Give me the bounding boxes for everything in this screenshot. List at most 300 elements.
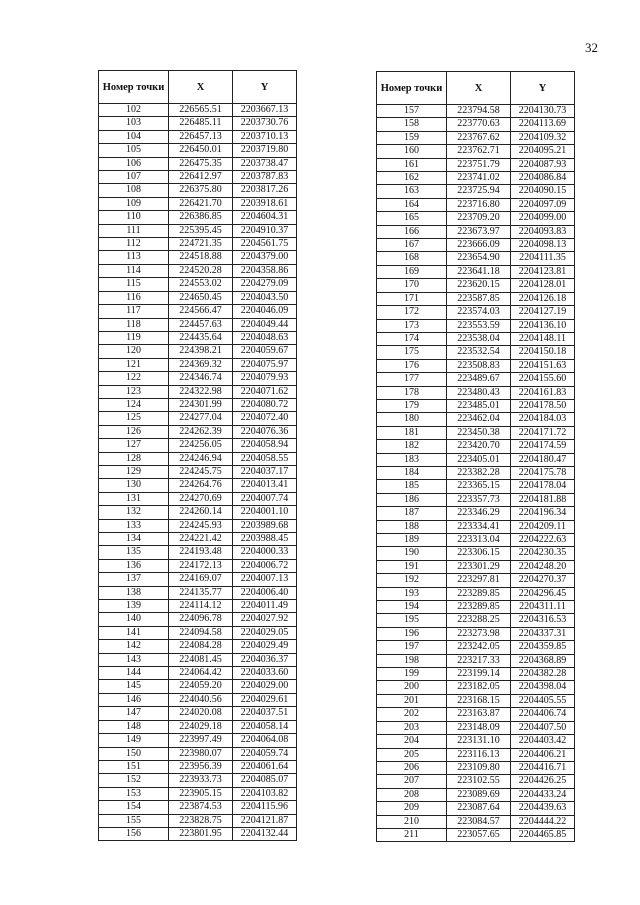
table-row [99,224,297,237]
point-number-cell: 180 [377,413,447,426]
table-row [99,117,297,130]
table-row [99,667,297,680]
table-row [99,144,297,157]
point-number-header: Номер точки [99,71,169,104]
x-coordinate-cell: 223641.18 [447,265,511,278]
point-number-cell: 190 [377,547,447,560]
point-number-cell: 116 [99,291,169,304]
y-coordinate-cell: 2204061.64 [233,760,297,773]
x-coordinate-cell: 223131.10 [447,735,511,748]
y-coordinate-cell: 2204403.42 [511,735,575,748]
table-row [377,507,575,520]
x-coordinate-cell: 223666.09 [447,239,511,252]
point-number-cell: 112 [99,238,169,251]
y-coordinate-cell: 2204029.61 [233,693,297,706]
x-coordinate-cell: 223242.05 [447,641,511,654]
point-number-cell: 133 [99,519,169,532]
table-row [99,211,297,224]
point-number-cell: 157 [377,105,447,118]
x-coordinate-cell: 224566.47 [169,305,233,318]
table-row [377,775,575,788]
x-coordinate-cell: 224270.69 [169,492,233,505]
point-number-cell: 187 [377,507,447,520]
table-row [99,465,297,478]
table-row [99,372,297,385]
point-number-cell: 122 [99,372,169,385]
y-coordinate-cell: 2204059.74 [233,747,297,760]
x-coordinate-cell: 224518.88 [169,251,233,264]
point-number-cell: 128 [99,452,169,465]
point-number-cell: 192 [377,574,447,587]
x-coordinate-cell: 223288.25 [447,614,511,627]
x-coordinate-cell: 224322.98 [169,385,233,398]
point-number-cell: 110 [99,211,169,224]
table-row [377,306,575,319]
table-row [99,559,297,572]
x-coordinate-cell: 223489.67 [447,373,511,386]
point-number-cell: 139 [99,600,169,613]
table-row [377,172,575,185]
point-number-cell: 197 [377,641,447,654]
x-coordinate-cell: 224020.08 [169,707,233,720]
point-number-cell: 148 [99,720,169,733]
table-row [377,574,575,587]
y-coordinate-cell: 2204007.13 [233,573,297,586]
x-coordinate-cell: 223874.53 [169,801,233,814]
y-coordinate-cell: 2204465.85 [511,828,575,841]
x-coordinate-cell: 223382.28 [447,466,511,479]
y-coordinate-cell: 2204359.85 [511,641,575,654]
y-coordinate-cell: 2204071.62 [233,385,297,398]
x-coordinate-cell: 223485.01 [447,399,511,412]
y-coordinate-cell: 2204279.09 [233,278,297,291]
point-number-cell: 203 [377,721,447,734]
y-coordinate-cell: 2204178.04 [511,480,575,493]
y-coordinate-cell: 2204013.41 [233,479,297,492]
table-row [377,708,575,721]
x-coordinate-cell: 223767.62 [447,131,511,144]
point-number-cell: 142 [99,640,169,653]
x-coordinate-cell: 224096.78 [169,613,233,626]
y-coordinate-cell: 2204097.09 [511,198,575,211]
x-coordinate-cell: 223420.70 [447,440,511,453]
y-coordinate-cell: 2204178.50 [511,399,575,412]
y-coordinate-cell: 2204136.10 [511,319,575,332]
x-coordinate-cell: 223620.15 [447,279,511,292]
x-coordinate-cell: 223346.29 [447,507,511,520]
x-coordinate-cell: 223217.33 [447,654,511,667]
x-coordinate-cell: 223933.73 [169,774,233,787]
table-row [377,668,575,681]
point-number-cell: 174 [377,332,447,345]
table-row [377,828,575,841]
point-number-cell: 170 [377,279,447,292]
x-coordinate-cell: 223709.20 [447,212,511,225]
x-coordinate-cell: 223289.85 [447,601,511,614]
x-header: X [447,72,511,105]
table-row [377,493,575,506]
y-coordinate-cell: 2204007.74 [233,492,297,505]
point-number-cell: 201 [377,694,447,707]
y-coordinate-cell: 2204151.63 [511,359,575,372]
y-coordinate-cell: 2204000.33 [233,546,297,559]
x-coordinate-cell: 223716.80 [447,198,511,211]
x-coordinate-cell: 223794.58 [447,105,511,118]
table-row [377,252,575,265]
y-coordinate-cell: 2204407.50 [511,721,575,734]
table-row [99,626,297,639]
point-number-cell: 198 [377,654,447,667]
table-row [377,105,575,118]
x-coordinate-cell: 223751.79 [447,158,511,171]
y-coordinate-cell: 2204604.31 [233,211,297,224]
y-coordinate-cell: 2204209.11 [511,520,575,533]
x-coordinate-cell: 226375.80 [169,184,233,197]
table-row [377,265,575,278]
x-coordinate-cell: 223365.15 [447,480,511,493]
point-number-cell: 178 [377,386,447,399]
y-coordinate-cell: 2204123.81 [511,265,575,278]
table-row [377,279,575,292]
table-row [377,319,575,332]
table-row [377,614,575,627]
x-coordinate-cell: 223480.43 [447,386,511,399]
y-coordinate-cell: 2204046.09 [233,305,297,318]
point-number-cell: 208 [377,788,447,801]
table-row [377,748,575,761]
table-row [99,345,297,358]
y-coordinate-cell: 2204072.40 [233,412,297,425]
table-row [99,720,297,733]
table-row [99,251,297,264]
point-number-cell: 119 [99,331,169,344]
point-number-cell: 147 [99,707,169,720]
y-coordinate-cell: 2204109.32 [511,131,575,144]
y-coordinate-cell: 2204184.03 [511,413,575,426]
y-coordinate-cell: 2204126.18 [511,292,575,305]
y-coordinate-cell: 2203730.76 [233,117,297,130]
y-coordinate-cell: 2204098.13 [511,239,575,252]
point-number-cell: 167 [377,239,447,252]
x-coordinate-cell: 223553.59 [447,319,511,332]
x-coordinate-cell: 224081.45 [169,653,233,666]
point-number-cell: 105 [99,144,169,157]
x-coordinate-cell: 224064.42 [169,667,233,680]
point-number-cell: 114 [99,264,169,277]
x-coordinate-cell: 223654.90 [447,252,511,265]
y-coordinate-cell: 2203710.13 [233,130,297,143]
table-row [377,815,575,828]
y-coordinate-cell: 2204059.67 [233,345,297,358]
y-coordinate-cell: 2204406.74 [511,708,575,721]
y-header: Y [233,71,297,104]
y-coordinate-cell: 2204090.15 [511,185,575,198]
table-row [377,627,575,640]
point-number-cell: 140 [99,613,169,626]
y-coordinate-cell: 2204103.82 [233,787,297,800]
point-number-cell: 115 [99,278,169,291]
header-row [377,72,575,105]
y-coordinate-cell: 2204058.55 [233,452,297,465]
point-number-cell: 124 [99,398,169,411]
y-coordinate-cell: 2203787.83 [233,171,297,184]
point-number-cell: 183 [377,453,447,466]
point-number-cell: 176 [377,359,447,372]
x-coordinate-cell: 223109.80 [447,761,511,774]
y-coordinate-cell: 2203988.45 [233,533,297,546]
x-coordinate-cell: 223182.05 [447,681,511,694]
x-coordinate-cell: 224169.07 [169,573,233,586]
table-row [377,212,575,225]
point-number-cell: 188 [377,520,447,533]
y-coordinate-cell: 2204171.72 [511,426,575,439]
point-number-cell: 123 [99,385,169,398]
x-coordinate-cell: 226450.01 [169,144,233,157]
x-coordinate-cell: 224221.42 [169,533,233,546]
x-coordinate-cell: 224172.13 [169,559,233,572]
point-number-cell: 175 [377,346,447,359]
point-number-cell: 154 [99,801,169,814]
table-row [377,239,575,252]
table-row [377,654,575,667]
x-coordinate-cell: 223828.75 [169,814,233,827]
x-coordinate-cell: 223168.15 [447,694,511,707]
point-number-cell: 104 [99,130,169,143]
x-coordinate-cell: 223102.55 [447,775,511,788]
y-coordinate-cell: 2204222.63 [511,534,575,547]
x-coordinate-cell: 224520.28 [169,264,233,277]
y-coordinate-cell: 2204048.63 [233,331,297,344]
table-row [377,788,575,801]
table-row [377,480,575,493]
point-number-cell: 150 [99,747,169,760]
y-coordinate-cell: 2204095.21 [511,145,575,158]
point-number-cell: 146 [99,693,169,706]
y-coordinate-cell: 2204406.21 [511,748,575,761]
table-row [377,386,575,399]
x-coordinate-cell: 223116.13 [447,748,511,761]
y-coordinate-cell: 2204037.51 [233,707,297,720]
y-coordinate-cell: 2204036.37 [233,653,297,666]
table-row [99,171,297,184]
x-coordinate-cell: 224369.32 [169,358,233,371]
table-row [99,586,297,599]
point-number-cell: 153 [99,787,169,800]
table-row [99,760,297,773]
table-row [99,305,297,318]
point-number-cell: 121 [99,358,169,371]
x-coordinate-cell: 223538.04 [447,332,511,345]
x-coordinate-cell: 223905.15 [169,787,233,800]
table-row [99,398,297,411]
x-coordinate-cell: 224094.58 [169,626,233,639]
y-coordinate-cell: 2204175.78 [511,466,575,479]
y-coordinate-cell: 2204080.72 [233,398,297,411]
point-number-cell: 127 [99,439,169,452]
y-coordinate-cell: 2204099.00 [511,212,575,225]
point-number-cell: 120 [99,345,169,358]
table-row [377,359,575,372]
table-row [99,680,297,693]
x-coordinate-cell: 224246.94 [169,452,233,465]
header-row [99,71,297,104]
point-number-cell: 185 [377,480,447,493]
x-coordinate-cell: 223801.95 [169,827,233,840]
point-number-cell: 117 [99,305,169,318]
table-row [99,479,297,492]
x-coordinate-cell: 223148.09 [447,721,511,734]
point-number-cell: 102 [99,104,169,117]
table-row [99,385,297,398]
y-coordinate-cell: 2204196.34 [511,507,575,520]
y-coordinate-cell: 2204121.87 [233,814,297,827]
point-number-cell: 211 [377,828,447,841]
x-header: X [169,71,233,104]
x-coordinate-cell: 223306.15 [447,547,511,560]
table-row [99,693,297,706]
x-coordinate-cell: 224457.63 [169,318,233,331]
point-number-cell: 132 [99,506,169,519]
y-coordinate-cell: 2204130.73 [511,105,575,118]
y-coordinate-cell: 2204132.44 [233,827,297,840]
y-coordinate-cell: 2203989.68 [233,519,297,532]
x-coordinate-cell: 224084.28 [169,640,233,653]
y-coordinate-cell: 2204270.37 [511,574,575,587]
table-row [377,681,575,694]
x-coordinate-cell: 223587.85 [447,292,511,305]
y-coordinate-cell: 2204379.00 [233,251,297,264]
y-coordinate-cell: 2204180.47 [511,453,575,466]
point-number-cell: 137 [99,573,169,586]
x-coordinate-cell: 226475.35 [169,157,233,170]
x-coordinate-cell: 224029.18 [169,720,233,733]
point-number-cell: 109 [99,197,169,210]
point-number-cell: 151 [99,760,169,773]
x-coordinate-cell: 223334.41 [447,520,511,533]
table-row [377,587,575,600]
y-coordinate-cell: 2204405.55 [511,694,575,707]
table-row [99,653,297,666]
point-number-cell: 181 [377,426,447,439]
y-coordinate-cell: 2204248.20 [511,560,575,573]
table-row [377,547,575,560]
table-row [99,814,297,827]
point-number-cell: 152 [99,774,169,787]
y-coordinate-cell: 2204127.19 [511,306,575,319]
table-row [99,506,297,519]
point-number-cell: 149 [99,734,169,747]
x-coordinate-cell: 224040.56 [169,693,233,706]
x-coordinate-cell: 223301.29 [447,560,511,573]
point-number-cell: 172 [377,306,447,319]
y-coordinate-cell: 2204029.49 [233,640,297,653]
y-coordinate-cell: 2204439.63 [511,802,575,815]
y-coordinate-cell: 2204433.24 [511,788,575,801]
table-row [377,694,575,707]
table-row [99,331,297,344]
table-row [377,761,575,774]
y-coordinate-cell: 2204148.11 [511,332,575,345]
point-number-cell: 129 [99,465,169,478]
x-coordinate-cell: 224553.02 [169,278,233,291]
point-number-cell: 107 [99,171,169,184]
x-coordinate-cell: 225395.45 [169,224,233,237]
table-row [99,130,297,143]
y-coordinate-cell: 2204086.84 [511,172,575,185]
table-row [99,600,297,613]
y-coordinate-cell: 2204161.83 [511,386,575,399]
table-row [377,185,575,198]
y-coordinate-cell: 2204230.35 [511,547,575,560]
point-number-cell: 196 [377,627,447,640]
y-coordinate-cell: 2204311.11 [511,601,575,614]
table-row [377,721,575,734]
table-row [377,373,575,386]
point-number-cell: 135 [99,546,169,559]
point-number-cell: 186 [377,493,447,506]
x-coordinate-cell: 223297.81 [447,574,511,587]
point-number-cell: 130 [99,479,169,492]
y-coordinate-cell: 2203817.26 [233,184,297,197]
coordinates-table-left [98,70,297,841]
point-number-cell: 199 [377,668,447,681]
table-row [377,413,575,426]
y-coordinate-cell: 2204337.31 [511,627,575,640]
x-coordinate-cell: 223405.01 [447,453,511,466]
point-number-cell: 171 [377,292,447,305]
point-number-cell: 191 [377,560,447,573]
y-coordinate-cell: 2204910.37 [233,224,297,237]
x-coordinate-cell: 226457.13 [169,130,233,143]
x-coordinate-cell: 224721.35 [169,238,233,251]
point-number-cell: 204 [377,735,447,748]
point-number-cell: 193 [377,587,447,600]
point-number-cell: 189 [377,534,447,547]
y-coordinate-cell: 2203667.13 [233,104,297,117]
table-row [99,519,297,532]
y-coordinate-cell: 2204093.83 [511,225,575,238]
table-row [99,157,297,170]
y-coordinate-cell: 2204382.28 [511,668,575,681]
point-number-cell: 195 [377,614,447,627]
point-number-cell: 206 [377,761,447,774]
point-number-cell: 169 [377,265,447,278]
y-coordinate-cell: 2204155.60 [511,373,575,386]
y-coordinate-cell: 2204444.22 [511,815,575,828]
table-row [99,197,297,210]
point-number-cell: 165 [377,212,447,225]
y-coordinate-cell: 2204049.44 [233,318,297,331]
point-number-cell: 155 [99,814,169,827]
point-number-cell: 163 [377,185,447,198]
table-row [99,318,297,331]
x-coordinate-cell: 223289.85 [447,587,511,600]
point-number-cell: 179 [377,399,447,412]
table-row [99,425,297,438]
x-coordinate-cell: 223508.83 [447,359,511,372]
point-number-cell: 159 [377,131,447,144]
point-number-cell: 209 [377,802,447,815]
x-coordinate-cell: 226421.70 [169,197,233,210]
point-number-cell: 184 [377,466,447,479]
x-coordinate-cell: 223673.97 [447,225,511,238]
table-row [99,104,297,117]
table-row [99,291,297,304]
y-coordinate-cell: 2204011.49 [233,600,297,613]
x-coordinate-cell: 224435.64 [169,331,233,344]
table-row [99,439,297,452]
table-body-left [99,104,297,841]
